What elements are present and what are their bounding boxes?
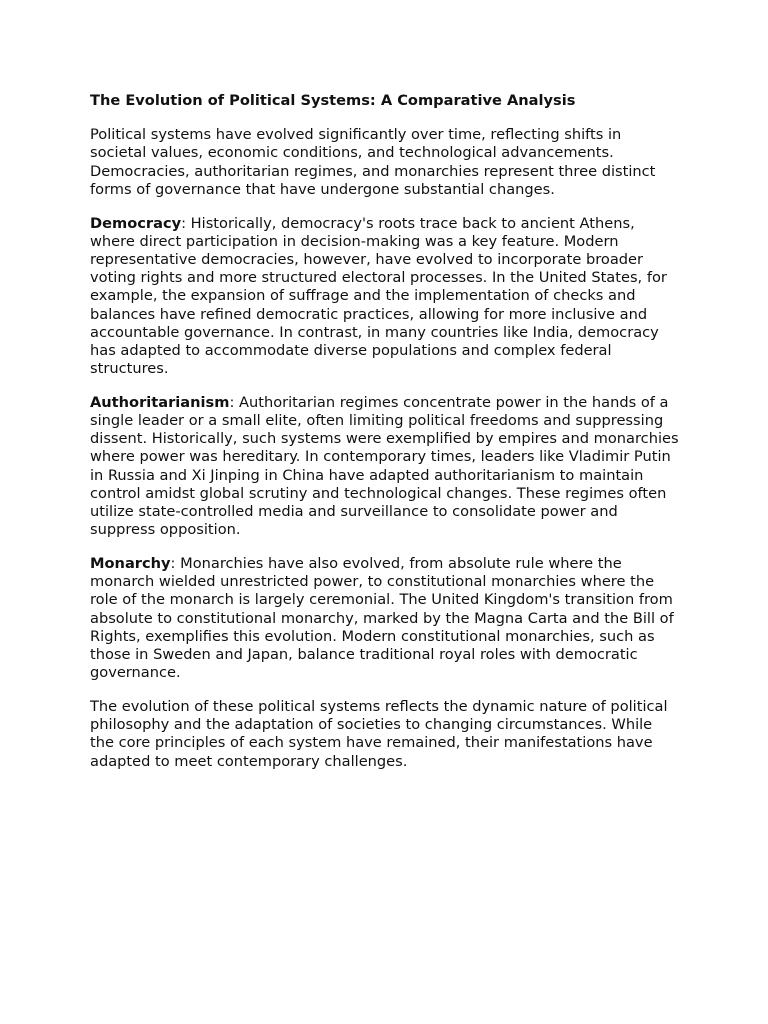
- section-term-monarchy: Monarchy: [90, 554, 171, 572]
- section-text-democracy: : Historically, democracy's roots trace back to ancient Athens, where direct participation in decision-making was a key feature. Modern representative democracies, however, have evolved to incorporate broader voting rights and more structured electoral processes. In the United States, for example, the expansion of suffrage and the implementation of checks and balances have refined democratic practices, allowing for more inclusive and accountable governance. In contrast, in many countries like India, democracy has adapted to accommodate diverse populations and complex federal structures.: [90, 214, 667, 378]
- section-text-authoritarianism: : Authoritarian regimes concentrate power in the hands of a single leader or a small elite, often limiting political freedoms and suppressing dissent. Historically, such systems were exemplified by empires and monarchies where power was hereditary. In contemporary times, leaders like Vladimir Putin in Russia and Xi Jinping in China have adapted authoritarianism to maintain control amidst global scrutiny and technological changes. These regimes often utilize state-controlled media and surveillance to consolidate power and suppress opposition.: [90, 393, 679, 539]
- section-term-authoritarianism: Authoritarianism: [90, 393, 230, 411]
- section-authoritarianism: [90, 394, 680, 540]
- section-text-monarchy: : Monarchies have also evolved, from absolute rule where the monarch wielded unrestricted power, to constitutional monarchies where the role of the monarch is largely ceremonial. The United Kingdom's transition from absolute to constitutional monarchy, marked by the Magna Carta and the Bill of Rights, exemplifies this evolution. Modern constitutional monarchies, such as those in Sweden and Japan, balance traditional royal roles with democratic governance.: [90, 554, 674, 682]
- conclusion-paragraph: The evolution of these political systems reflects the dynamic nature of political philosophy and the adaptation of societies to changing circumstances. While the core principles of each system have remained, their manifestations have adapted to meet contemporary challenges.: [90, 697, 668, 770]
- section-term-democracy: Democracy: [90, 214, 182, 232]
- intro-paragraph: Political systems have evolved significantly over time, reflecting shifts in societal values, economic conditions, and technological advancements. Democracies, authoritarian regimes, and monarchies represent three distinct forms of governance that have undergone substantial changes.: [90, 126, 656, 198]
- document-title: The Evolution of Political Systems: A Comparative Analysis: [90, 92, 576, 109]
- section-democracy: [90, 215, 680, 379]
- document-page: [90, 92, 680, 786]
- section-monarchy: [90, 555, 680, 682]
